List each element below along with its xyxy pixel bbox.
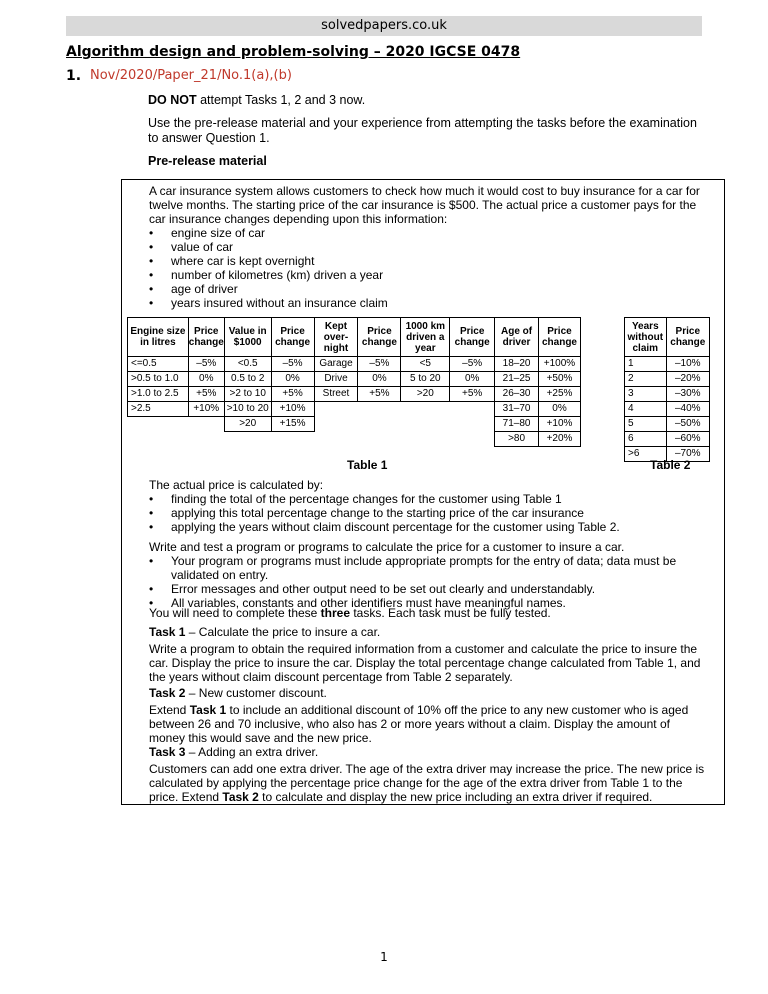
table-header: Price change (450, 318, 495, 357)
table-cell: 0% (188, 372, 224, 387)
table-cell (188, 432, 224, 447)
table-row (128, 432, 581, 447)
table-cell: –50% (666, 417, 709, 432)
table-cell: >0.5 to 1.0 (128, 372, 189, 387)
table-cell: 31–70 (495, 402, 539, 417)
table-cell: +10% (538, 417, 580, 432)
table-cell: Garage (314, 357, 358, 372)
site-banner: solvedpapers.co.uk (66, 16, 702, 36)
do-not-instruction (148, 93, 708, 108)
table-header: Price change (271, 318, 314, 357)
requirements-list (149, 554, 707, 610)
task-2-title (149, 686, 707, 700)
complete-bold: three (320, 606, 351, 620)
list-item: • applying the years without claim discount percentage for the customer using Table 2. (171, 520, 707, 534)
do-not-rest: attempt Tasks 1, 2 and 3 now. (196, 93, 366, 107)
task-2-body (149, 703, 707, 745)
intro-paragraph: A car insurance system allows customers to check how much it would cost to buy insurance for a car for twelve months. The starting price of the car insurance is $500. The actual price a customer pays for the car insurance changes depending upon this information: (149, 184, 700, 226)
table-cell: –5% (188, 357, 224, 372)
table-row (625, 357, 710, 372)
write-intro: Write and test a program or programs to calculate the price for a customer to insure a car. (149, 540, 625, 554)
table-cell: 5 (625, 417, 667, 432)
table-cell: –5% (358, 357, 401, 372)
table-cell (128, 417, 189, 432)
task-3-body-post: to calculate and display the new price including an extra driver if required. (258, 790, 653, 804)
task-3-heading: – Adding an extra driver. (185, 745, 319, 759)
table-cell: >2.5 (128, 402, 189, 417)
list-item: • Error messages and other output need to be set out clearly and understandably. (171, 582, 707, 596)
table-header: Price change (358, 318, 401, 357)
table-cell: >2 to 10 (224, 387, 271, 402)
task-2-body-post: to include an additional discount of 10% off the price to any new customer who is aged between 26 and 70 inclusive, who also has 2 or more years without a claim. Display the amount of money this would save and the new price. (149, 703, 689, 745)
task-2-body-pre: Extend (149, 703, 190, 717)
table-cell: +5% (358, 387, 401, 402)
table-cell: <5 (401, 357, 450, 372)
table-cell: >1.0 to 2.5 (128, 387, 189, 402)
table-2-caption: Table 2 (650, 458, 691, 472)
table-row (128, 387, 581, 402)
table-cell: >10 to 20 (224, 402, 271, 417)
table-cell: +100% (538, 357, 580, 372)
task-1-body: Write a program to obtain the required information from a customer and calculate the price to insure the car. Display the price to insure the car. Display the total percentage change calculated from Table 1, and the years without claim discount percentage from Table 2 separately. (149, 642, 701, 684)
complete-tasks-line (149, 606, 707, 620)
table-header: Value in $1000 (224, 318, 271, 357)
table-cell: +20% (538, 432, 580, 447)
table-cell: +5% (450, 387, 495, 402)
table-cell: –10% (666, 357, 709, 372)
table-cell: >20 (401, 387, 450, 402)
table-cell: 2 (625, 372, 667, 387)
table-cell: 71–80 (495, 417, 539, 432)
table-cell (450, 432, 495, 447)
table-row (625, 402, 710, 417)
table-cell: +10% (188, 402, 224, 417)
list-item: • applying this total percentage change to the starting price of the car insurance (171, 506, 707, 520)
table-cell: Drive (314, 372, 358, 387)
calc-intro: The actual price is calculated by: (149, 478, 324, 492)
table-row (625, 432, 710, 447)
task-3-body-bold: Task 2 (222, 790, 259, 804)
table-row (128, 402, 581, 417)
table-cell: 21–25 (495, 372, 539, 387)
table-cell: +5% (188, 387, 224, 402)
table-cell (401, 417, 450, 432)
table-cell: –5% (450, 357, 495, 372)
table-cell (314, 402, 358, 417)
table-cell: +10% (271, 402, 314, 417)
table-cell (450, 402, 495, 417)
factor-list (149, 226, 707, 310)
table-cell: Street (314, 387, 358, 402)
do-not-bold: DO NOT (148, 93, 197, 107)
table-cell: 5 to 20 (401, 372, 450, 387)
table-cell: <0.5 (224, 357, 271, 372)
task-3-body-pre: Customers can add one extra driver. The age of the extra driver may increase the price. The new price is calculated by applying the percentage price change for the age of the extra driver from Table 1 to the price. Extend (149, 762, 705, 804)
table-cell: –30% (666, 387, 709, 402)
list-item: • Your program or programs must include appropriate prompts for the entry of data; data must be validated on entry. (171, 554, 707, 582)
calc-steps (149, 492, 707, 534)
table-header: 1000 km driven a year (401, 318, 450, 357)
table-cell (224, 432, 271, 447)
table-cell: 4 (625, 402, 667, 417)
table-cell: >80 (495, 432, 539, 447)
table-cell (314, 432, 358, 447)
list-item: • value of car (171, 240, 707, 254)
list-item: • years insured without an insurance claim (171, 296, 707, 310)
table-header: Kept over-night (314, 318, 358, 357)
table-cell: –5% (271, 357, 314, 372)
table-header: Price change (538, 318, 580, 357)
table-cell (401, 432, 450, 447)
table-cell: 1 (625, 357, 667, 372)
table-cell (358, 402, 401, 417)
table-row (128, 357, 581, 372)
table-header: Engine size in litres (128, 318, 189, 357)
list-item: • engine size of car (171, 226, 707, 240)
table-cell: +5% (271, 387, 314, 402)
table-row (625, 372, 710, 387)
table-cell: –20% (666, 372, 709, 387)
table-header: Age of driver (495, 318, 539, 357)
pre-release-box (121, 179, 725, 805)
list-item: • where car is kept overnight (171, 254, 707, 268)
table-cell: >6 (625, 447, 667, 462)
table-cell: –40% (666, 402, 709, 417)
table-cell: –70% (666, 447, 709, 462)
list-item: • number of kilometres (km) driven a year (171, 268, 707, 282)
table-cell: 0.5 to 2 (224, 372, 271, 387)
list-item: • finding the total of the percentage changes for the customer using Table 1 (171, 492, 707, 506)
table-cell: –60% (666, 432, 709, 447)
table-1-caption: Table 1 (347, 458, 388, 472)
table-cell: 6 (625, 432, 667, 447)
table-cell: 0% (271, 372, 314, 387)
table-cell: +50% (538, 372, 580, 387)
task-2-label: Task 2 (149, 686, 186, 700)
table-cell (401, 402, 450, 417)
table-cell (271, 432, 314, 447)
table-header: Price change (188, 318, 224, 357)
table-cell: 0% (450, 372, 495, 387)
table-row (128, 417, 581, 432)
table-cell (450, 417, 495, 432)
task-3-body (149, 762, 707, 804)
table-cell: 3 (625, 387, 667, 402)
table-cell (128, 432, 189, 447)
task-3-title (149, 745, 707, 759)
question-number: 1. (66, 68, 82, 84)
table-cell: >20 (224, 417, 271, 432)
task-1-heading: – Calculate the price to insure a car. (185, 625, 381, 639)
table-cell: 0% (358, 372, 401, 387)
task-2-body-bold: Task 1 (189, 703, 227, 717)
table-cell (358, 432, 401, 447)
table-header: Price change (666, 318, 709, 357)
task-1-label: Task 1 (149, 625, 186, 639)
table-cell: +25% (538, 387, 580, 402)
table-cell (188, 417, 224, 432)
task-1-title (149, 625, 707, 639)
use-instruction: Use the pre-release material and your experience from attempting the tasks before the examination to answer Question 1. (148, 116, 697, 145)
table-1 (127, 317, 581, 447)
table-2 (624, 317, 710, 462)
task-2-heading: – New customer discount. (185, 686, 327, 700)
table-row (625, 417, 710, 432)
complete-post: tasks. Each task must be fully tested. (350, 606, 551, 620)
table-cell: 26–30 (495, 387, 539, 402)
table-cell: 0% (538, 402, 580, 417)
table-row (625, 387, 710, 402)
table-cell (358, 417, 401, 432)
list-item: • All variables, constants and other identifiers must have meaningful names. (171, 596, 707, 610)
page-number: 1 (380, 950, 388, 964)
table-cell: 18–20 (495, 357, 539, 372)
table-cell: <=0.5 (128, 357, 189, 372)
pre-release-heading: Pre-release material (148, 154, 267, 168)
table-cell: +15% (271, 417, 314, 432)
list-item: • age of driver (171, 282, 707, 296)
table-cell (314, 417, 358, 432)
table-header: Years without claim (625, 318, 667, 357)
topic-title: Algorithm design and problem-solving – 2020 IGCSE 0478 (66, 44, 521, 60)
task-3-label: Task 3 (149, 745, 186, 759)
table-row (128, 372, 581, 387)
question-reference: Nov/2020/Paper_21/No.1(a),(b) (90, 68, 292, 83)
complete-pre: You will need to complete these (149, 606, 321, 620)
